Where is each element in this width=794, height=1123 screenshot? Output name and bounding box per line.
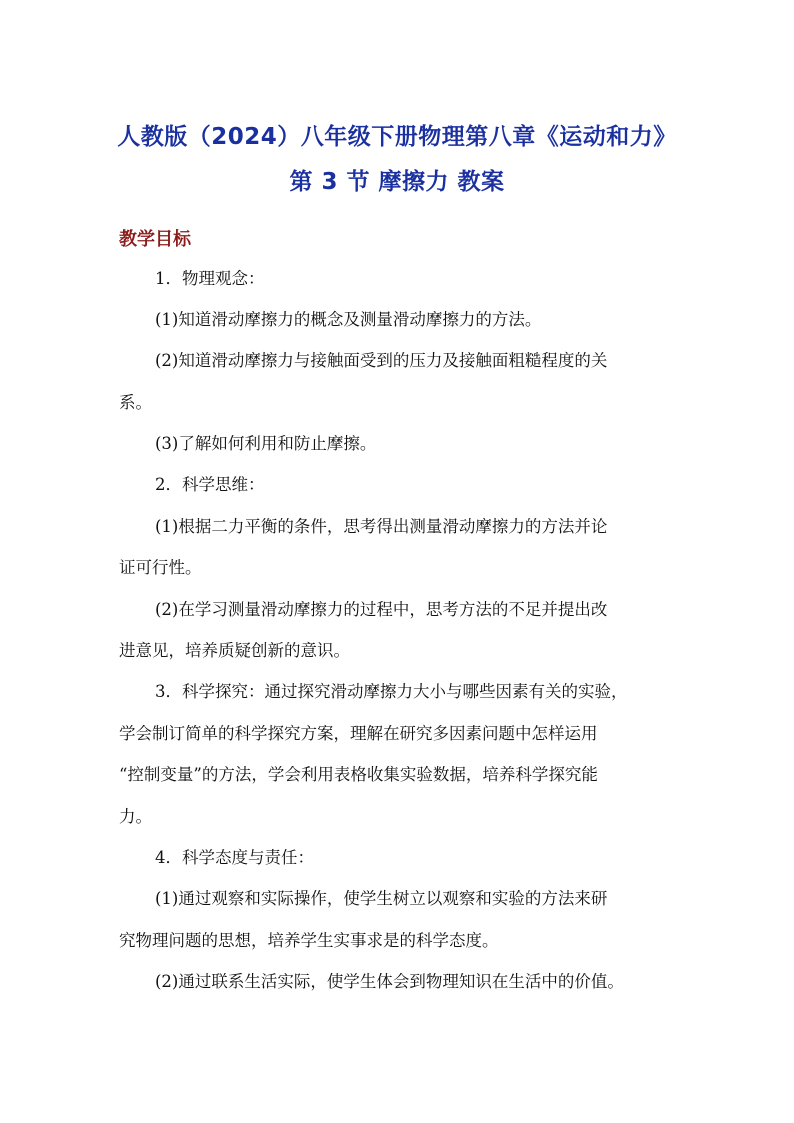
- paragraph-line: (1)根据二力平衡的条件，思考得出测量滑动摩擦力的方法并论: [155, 517, 608, 536]
- paragraph-line: 进意见，培养质疑创新的意识。: [119, 641, 350, 660]
- paragraph-line: 学会制订简单的科学探究方案，理解在研究多因素问题中怎样运用: [119, 724, 598, 743]
- paragraph-line: 系。: [119, 393, 152, 412]
- paragraph-line: (2)在学习测量滑动摩擦力的过程中，思考方法的不足并提出改: [155, 600, 608, 619]
- paragraph-line: 究物理问题的思想，培养学生实事求是的科学态度。: [119, 931, 499, 950]
- section-heading-teaching-goals: 教学目标: [119, 229, 191, 250]
- document-title-line2: 第 3 节 摩擦力 教案: [289, 169, 505, 195]
- paragraph-line: (1)知道滑动摩擦力的概念及测量滑动摩擦力的方法。: [155, 310, 542, 329]
- paragraph-line: 证可行性。: [119, 558, 202, 577]
- paragraph-line: 2．科学思维：: [155, 475, 265, 494]
- paragraph-line: 4．科学态度与责任：: [155, 848, 314, 867]
- paragraph-line: (3)了解如何利用和防止摩擦。: [155, 434, 377, 453]
- paragraph-line: 1．物理观念：: [155, 269, 265, 288]
- paragraph-line: 力。: [119, 807, 152, 826]
- paragraph-line: (2)知道滑动摩擦力与接触面受到的压力及接触面粗糙程度的关: [155, 351, 608, 370]
- document-title-line1: 人教版（2024）八年级下册物理第八章《运动和力》: [117, 124, 677, 150]
- paragraph-line: (1)通过观察和实际操作，使学生树立以观察和实验的方法来研: [155, 889, 608, 908]
- paragraph-line: “控制变量”的方法，学会利用表格收集实验数据，培养科学探究能: [119, 765, 598, 784]
- paragraph-line: (2)通过联系生活实际，使学生体会到物理知识在生活中的价值。: [155, 972, 624, 991]
- paragraph-line: 3．科学探究：通过探究滑动摩擦力大小与哪些因素有关的实验，: [155, 682, 628, 701]
